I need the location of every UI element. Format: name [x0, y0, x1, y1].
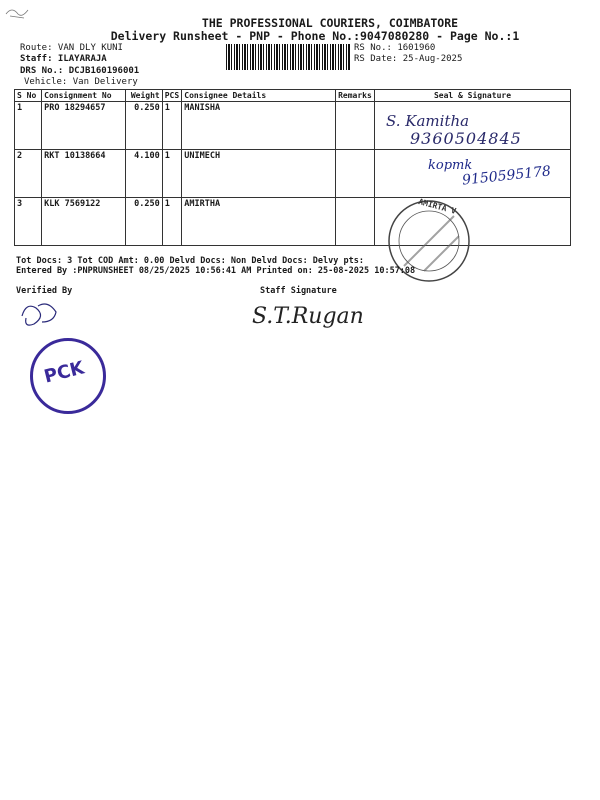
row2-signature: kopmk	[428, 158, 473, 173]
staff-label: Staff: ILAYARAJA	[20, 54, 107, 64]
entered-by-line: Entered By :PNPRUNSHEET 08/25/2025 10:56:41 AM Printed on: 25-08-2025 10:57:08	[16, 266, 416, 276]
cell-pcs: 1	[162, 150, 182, 198]
col-consignment: Consignment No	[42, 90, 125, 102]
drs-number: DRS No.: DCJB160196001	[20, 66, 140, 76]
col-seal: Seal & Signature	[374, 90, 570, 102]
cell-pcs: 1	[162, 198, 182, 246]
cell-consignment: KLK 7569122	[42, 198, 125, 246]
cell-sno: 1	[15, 102, 42, 150]
barcode	[226, 44, 350, 70]
totals-line: Tot Docs: 3 Tot COD Amt: 0.00 Delvd Docs: Non Delvd Docs: Delvy pts:	[16, 256, 364, 266]
document-title: THE PROFESSIONAL COURIERS, COIMBATORE	[201, 16, 459, 30]
cell-consignment: RKT 10138664	[42, 150, 125, 198]
cell-remarks	[336, 198, 375, 246]
row1-phone: 9360504845	[410, 129, 522, 148]
cell-consignee: AMIRTHA	[182, 198, 336, 246]
cell-weight: 4.100	[125, 150, 162, 198]
amirta-stamp-text: AMIRTA V	[417, 197, 458, 216]
col-consignee: Consignee Details	[182, 90, 336, 102]
rs-number: RS No.: 1601960	[354, 43, 436, 53]
cell-sno: 3	[15, 198, 42, 246]
document-subtitle: Delivery Runsheet - PNP - Phone No.:9047080280 - Page No.:1	[110, 29, 520, 43]
route-label: Route: VAN DLY KUNI	[20, 43, 123, 53]
col-sno: S No	[15, 90, 42, 102]
verified-by-label: Verified By	[16, 286, 73, 296]
row1-signature: S. Kamitha	[386, 112, 470, 130]
staff-signature: S.T.Rugan	[252, 304, 364, 329]
cell-consignee: UNIMECH	[182, 150, 336, 198]
table-header-row	[15, 90, 571, 102]
cell-consignment: PRO 18294657	[42, 102, 125, 150]
rs-date: RS Date: 25-Aug-2025	[354, 54, 463, 64]
col-pcs: PCS	[162, 90, 182, 102]
cell-remarks	[336, 102, 375, 150]
table-row	[15, 198, 571, 246]
cell-remarks	[336, 150, 375, 198]
pck-stamp-text: PCK	[42, 357, 87, 388]
cell-sno: 2	[15, 150, 42, 198]
cell-pcs: 1	[162, 102, 182, 150]
cell-consignee: MANISHA	[182, 102, 336, 150]
cell-weight: 0.250	[125, 198, 162, 246]
cell-weight: 0.250	[125, 102, 162, 150]
row2-phone: 9150595178	[461, 163, 552, 189]
runsheet-table	[14, 89, 571, 246]
verified-signature	[16, 296, 62, 336]
staff-signature-label: Staff Signature	[260, 286, 337, 296]
col-weight: Weight	[125, 90, 162, 102]
col-remarks: Remarks	[336, 90, 375, 102]
vehicle-label: Vehicle: Van Delivery	[24, 77, 138, 87]
